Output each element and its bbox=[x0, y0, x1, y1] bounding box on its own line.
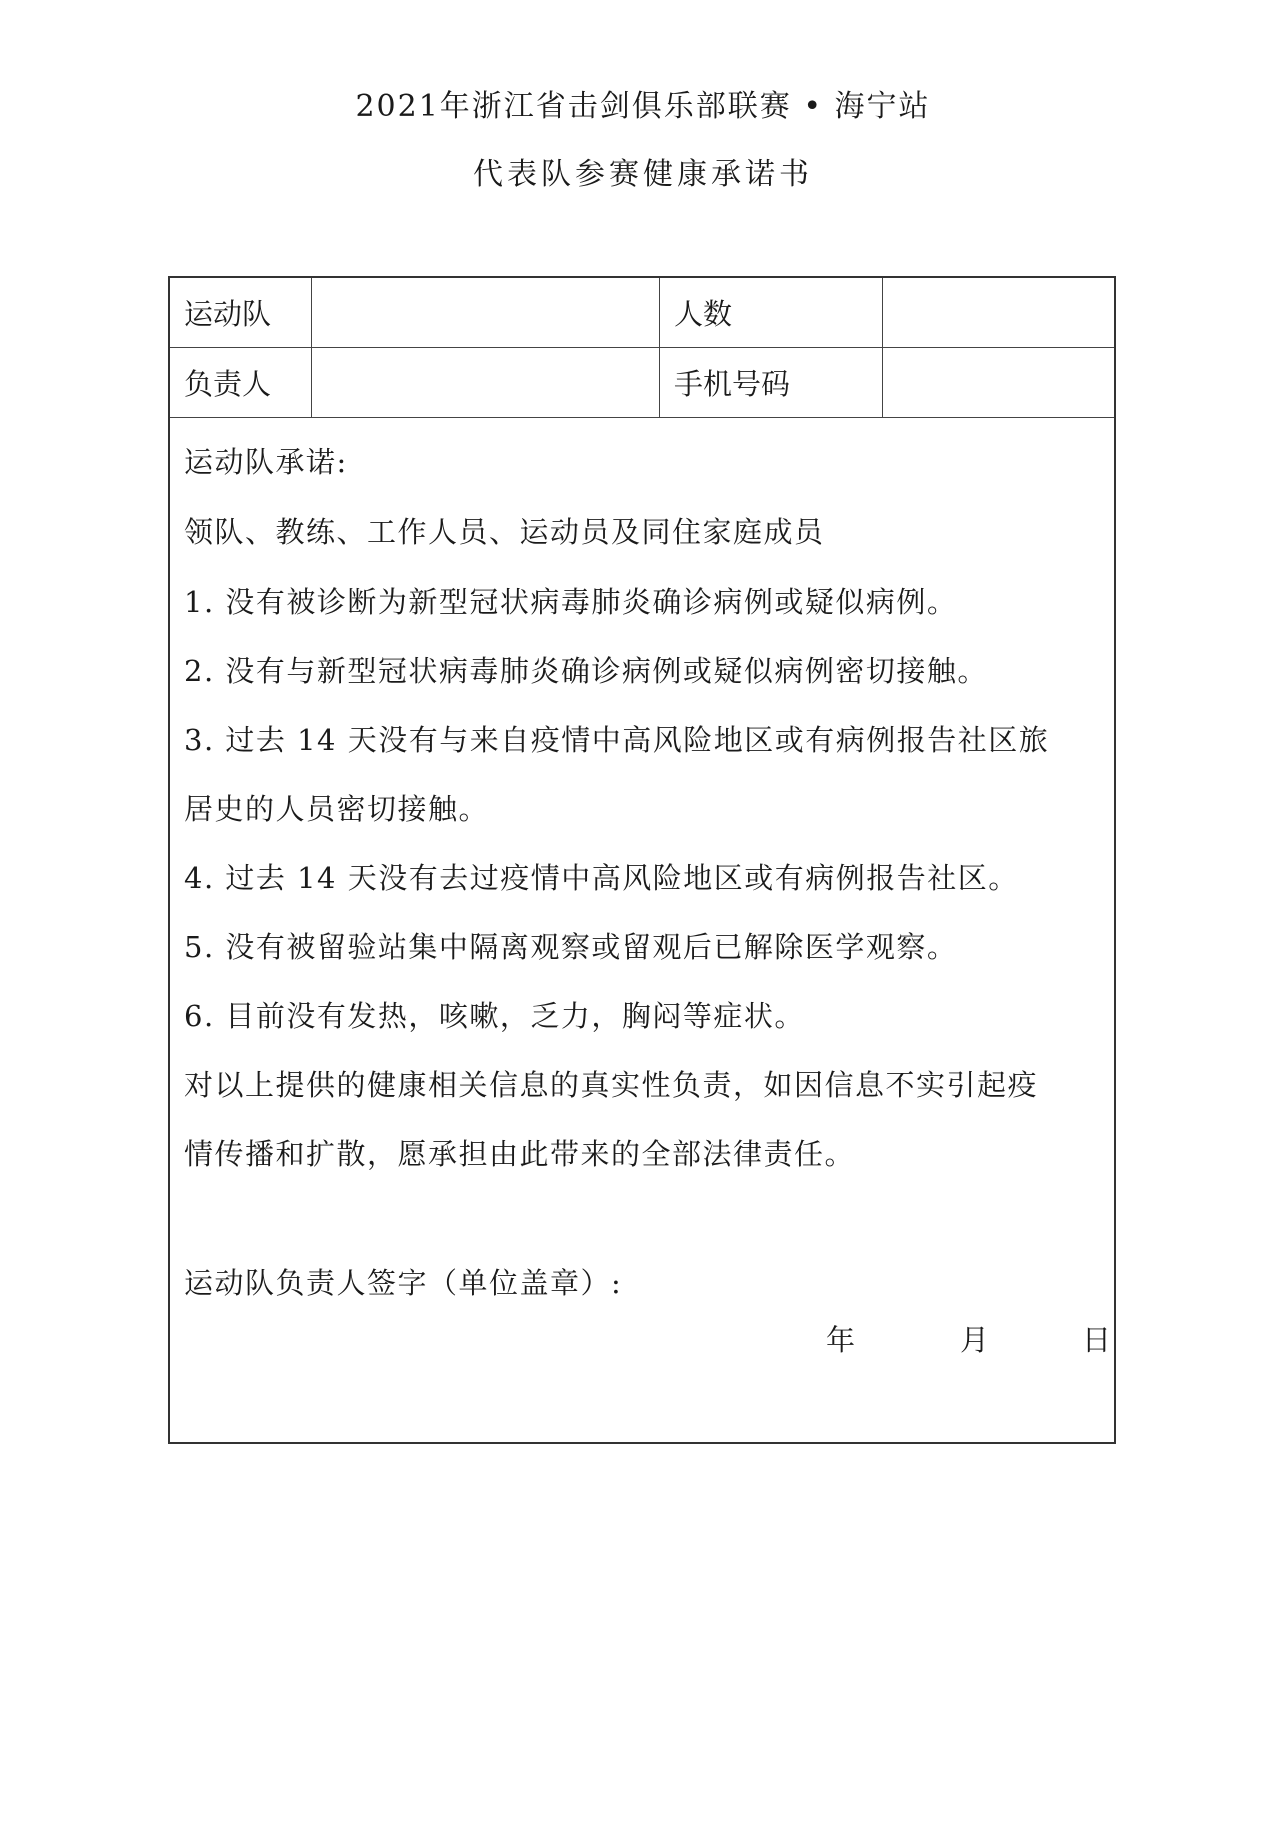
commitment-body bbox=[184, 418, 1104, 1442]
commitment-item: 居史的人员密切接触。 bbox=[184, 792, 490, 826]
commitment-heading: 运动队承诺: bbox=[184, 445, 348, 479]
declaration-text: 情传播和扩散，愿承担由此带来的全部法律责任。 bbox=[184, 1137, 856, 1171]
form-row-team bbox=[170, 278, 1114, 348]
document-subtitle: 代表队参赛健康承诺书 bbox=[473, 157, 813, 192]
year-label: 年 bbox=[826, 1323, 856, 1357]
document-title: 2021年浙江省击剑俱乐部联赛 • 海宁站 bbox=[355, 89, 931, 124]
commitment-item: 6. 目前没有发热，咳嗽，乏力，胸闷等症状。 bbox=[184, 999, 805, 1033]
leader-label: 负责人 bbox=[170, 348, 312, 417]
commitment-item: 2. 没有与新型冠状病毒肺炎确诊病例或疑似病例密切接触。 bbox=[184, 654, 988, 688]
commitment-item: 1. 没有被诊断为新型冠状病毒肺炎确诊病例或疑似病例。 bbox=[184, 585, 958, 619]
team-field[interactable] bbox=[312, 278, 660, 347]
signature-label: 运动队负责人签字（单位盖章）: bbox=[184, 1266, 623, 1300]
month-label: 月 bbox=[960, 1323, 990, 1357]
form-row-leader bbox=[170, 348, 1114, 418]
team-label: 运动队 bbox=[170, 278, 312, 347]
day-label: 日 bbox=[1082, 1323, 1112, 1357]
count-label: 人数 bbox=[660, 278, 883, 347]
commitment-form bbox=[168, 276, 1116, 1444]
commitment-item: 4. 过去 14 天没有去过疫情中高风险地区或有病例报告社区。 bbox=[184, 861, 1019, 895]
commitment-subject: 领队、教练、工作人员、运动员及同住家庭成员 bbox=[184, 515, 825, 549]
phone-field[interactable] bbox=[883, 348, 1114, 417]
commitment-item: 5. 没有被留验站集中隔离观察或留观后已解除医学观察。 bbox=[184, 930, 958, 964]
leader-field[interactable] bbox=[312, 348, 660, 417]
commitment-item: 3. 过去 14 天没有与来自疫情中高风险地区或有病例报告社区旅 bbox=[184, 723, 1050, 757]
declaration-text: 对以上提供的健康相关信息的真实性负责，如因信息不实引起疫 bbox=[184, 1068, 1039, 1102]
phone-label: 手机号码 bbox=[660, 348, 883, 417]
count-field[interactable] bbox=[883, 278, 1114, 347]
